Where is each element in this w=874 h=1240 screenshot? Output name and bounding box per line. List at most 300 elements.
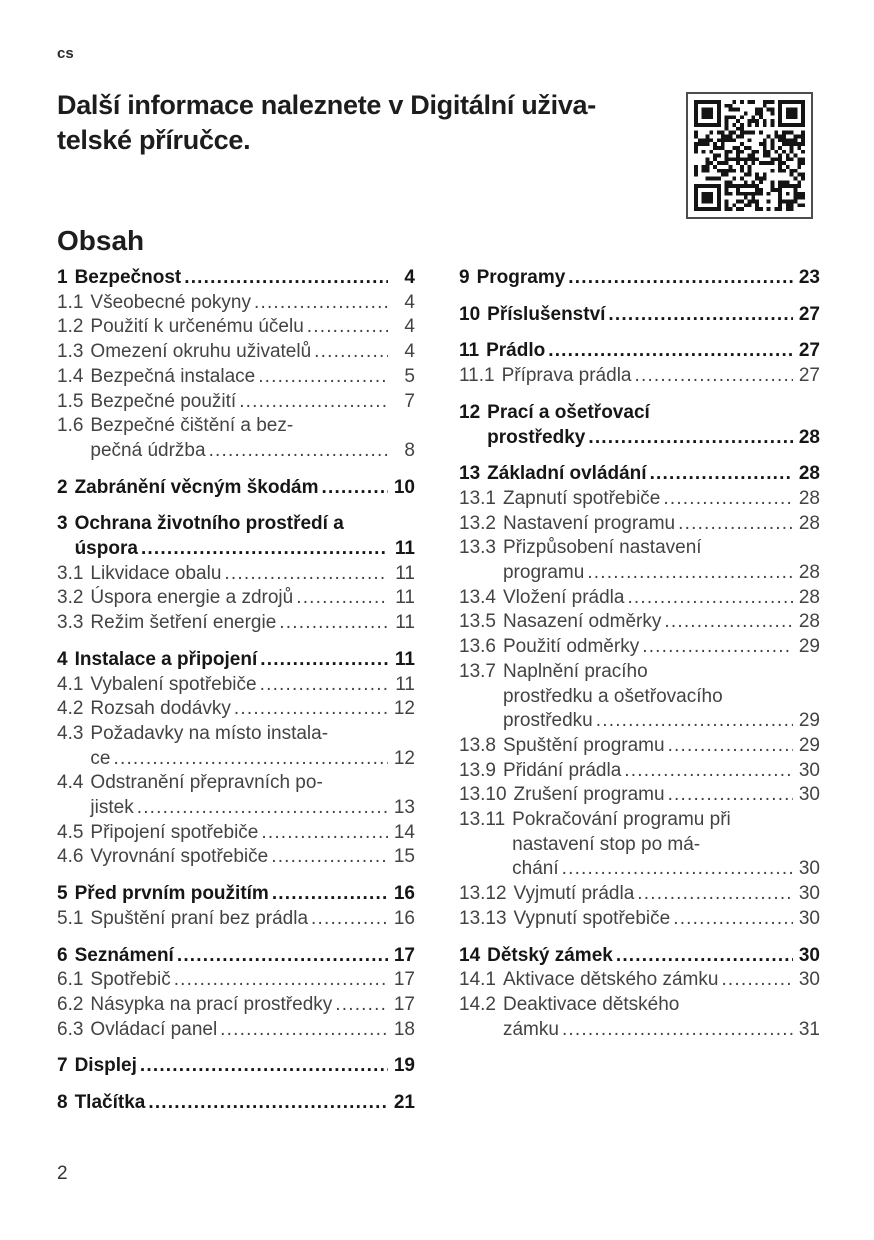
entry-title (90, 340, 415, 365)
entry-page-number: 11 (394, 538, 415, 560)
dotted-leader (663, 487, 793, 512)
page-title-line-1: Další informace naleznete v Digitální uživa- (57, 90, 596, 120)
entry-page-number: 30 (798, 759, 820, 781)
entry-page-number: 30 (798, 944, 820, 966)
entry-title-line: Vyjmutí prádla (513, 883, 635, 905)
page-title-line-2: telské příručce. (57, 125, 251, 155)
entry-title-line: Seznámení (74, 944, 174, 966)
entry-number: 6.1 (57, 969, 84, 991)
dotted-leader (220, 1018, 388, 1043)
dotted-leader (624, 759, 793, 784)
toc-entry-6 (57, 944, 415, 969)
entry-title-line: Programy (476, 267, 566, 288)
entry-number: 11.1 (459, 365, 495, 387)
entry-title-line: Vypnutí spotřebiče (513, 907, 671, 929)
entry-number: 13.2 (459, 512, 496, 534)
entry-title-line: Zapnutí spotřebiče (502, 487, 661, 509)
toc-entry-5-1 (57, 907, 415, 932)
entry-number: 13.1 (459, 487, 496, 509)
entry-number: 13.7 (459, 660, 496, 682)
entry-page-number: 11 (395, 562, 415, 584)
toc-entry-1-6 (57, 414, 415, 463)
entry-title-line: Použití k určenému účelu (90, 316, 304, 338)
entry-title-line: Omezení okruhu uživatelů (90, 341, 312, 363)
dotted-leader (177, 944, 388, 969)
entry-title-line: Příslušenství (487, 303, 606, 325)
entry-title (503, 734, 820, 759)
entry-number: 1.1 (57, 291, 84, 313)
dotted-leader (148, 1091, 388, 1116)
entry-title-line: Základní ovládání (487, 463, 647, 485)
entry-page-number: 17 (393, 969, 415, 991)
entry-page-number: 11 (394, 648, 415, 670)
entry-title (503, 610, 820, 635)
entry-title (90, 722, 415, 771)
entry-number: 13.4 (459, 586, 496, 608)
entry-title (486, 339, 820, 364)
dotted-leader (568, 266, 793, 291)
entry-title (477, 266, 820, 291)
entry-number: 3.1 (57, 562, 84, 584)
dotted-leader (254, 291, 388, 316)
entry-page-number: 18 (393, 1018, 415, 1040)
entry-number: 13.13 (459, 907, 507, 929)
dotted-leader (314, 340, 388, 365)
entry-title (75, 1054, 415, 1079)
entry-title (75, 1091, 415, 1116)
entry-title-line: Režim šetření energie (90, 612, 277, 634)
entry-page-number: 10 (393, 476, 415, 498)
dotted-leader (637, 882, 793, 907)
toc-entry-13-6 (459, 635, 820, 660)
entry-title (90, 315, 415, 340)
entry-title (90, 771, 415, 820)
entry-page-number: 30 (798, 907, 820, 929)
entry-title-line: prostředku (502, 710, 593, 732)
entry-title-line: Displej (74, 1055, 137, 1077)
entry-number: 1.4 (57, 365, 84, 387)
entry-number: 3.2 (57, 587, 84, 609)
entry-title-line: Přizpůsobení nastavení (502, 537, 702, 559)
entry-page-number: 17 (393, 944, 415, 966)
dotted-leader (642, 635, 793, 660)
entry-number: 4.6 (57, 846, 84, 868)
entry-title (514, 783, 820, 808)
entry-page-number: 13 (393, 797, 415, 819)
dotted-leader (668, 783, 793, 808)
dotted-leader (239, 390, 388, 415)
entry-number: 3 (57, 513, 68, 535)
toc-entry-13-4 (459, 586, 820, 611)
entry-title-line: Prací a ošetřovací (487, 401, 650, 423)
entry-number: 14 (459, 944, 481, 966)
dotted-leader (634, 364, 793, 389)
entry-title (90, 673, 415, 698)
entry-page-number: 11 (395, 587, 415, 609)
toc-entry-3-2 (57, 586, 415, 611)
entry-title-line: Nastavení programu (502, 512, 676, 534)
entry-page-number: 11 (395, 612, 415, 634)
qr-code-icon (686, 92, 813, 219)
dotted-leader (260, 648, 388, 673)
entry-title (503, 512, 820, 537)
entry-page-number: 8 (404, 439, 415, 461)
entry-title-line: úspora (74, 538, 138, 560)
entry-title-line: Požadavky na místo instala- (90, 722, 329, 744)
entry-title (503, 968, 820, 993)
entry-title-line: jistek (90, 797, 134, 819)
entry-title (75, 648, 415, 673)
entry-number: 7 (57, 1055, 68, 1077)
entry-page-number: 28 (798, 611, 820, 633)
language-code: cs (57, 45, 74, 62)
entry-number: 13.11 (459, 809, 506, 831)
entry-number: 14.2 (459, 993, 496, 1015)
toc-entry-13-11 (459, 808, 820, 882)
toc-entry-13-3 (459, 536, 820, 585)
entry-title-line: ce (90, 747, 111, 769)
entry-title (90, 821, 415, 846)
entry-title (503, 536, 820, 585)
entry-title-line: Dětský zámek (487, 944, 613, 966)
entry-title-line: Připojení spotřebiče (90, 821, 259, 843)
toc-entry-5 (57, 882, 415, 907)
dotted-leader (296, 586, 388, 611)
toc-entry-13 (459, 462, 820, 487)
dotted-leader (224, 562, 388, 587)
entry-title (514, 907, 820, 932)
entry-title (90, 365, 415, 390)
entry-title (487, 462, 820, 487)
entry-title-line: Vložení prádla (502, 586, 625, 608)
dotted-leader (272, 882, 388, 907)
entry-title-line: Použití odměrky (502, 636, 640, 658)
entry-page-number: 21 (393, 1092, 415, 1114)
entry-title-line: Naplnění pracího (502, 660, 648, 682)
entry-title (90, 562, 415, 587)
toc-entry-2 (57, 476, 415, 501)
dotted-leader (588, 426, 793, 451)
entry-title (75, 882, 415, 907)
toc-entry-1-5 (57, 390, 415, 415)
entry-number: 3.3 (57, 612, 84, 634)
entry-page-number: 27 (798, 303, 820, 325)
entry-page-number: 7 (404, 390, 415, 412)
toc-entry-4-2 (57, 697, 415, 722)
dotted-leader (562, 1018, 793, 1043)
toc-entry-13-1 (459, 487, 820, 512)
toc-entry-4-6 (57, 845, 415, 870)
entry-title-line: Bezpečné čištění a bez- (90, 415, 294, 437)
entry-title-line: Vyrovnání spotřebiče (90, 846, 269, 868)
toc-entry-13-2 (459, 512, 820, 537)
dotted-leader (673, 907, 793, 932)
entry-number: 13.10 (459, 784, 507, 806)
entry-page-number: 4 (404, 291, 415, 313)
entry-page-number: 30 (798, 883, 820, 905)
toc-entry-14-1 (459, 968, 820, 993)
dotted-leader (650, 462, 793, 487)
entry-page-number: 29 (798, 636, 820, 658)
page-number: 2 (57, 1163, 68, 1184)
entry-title (75, 512, 415, 561)
toc-entry-1-1 (57, 291, 415, 316)
entry-title (75, 266, 415, 291)
entry-number: 8 (57, 1092, 68, 1114)
entry-number: 1.2 (57, 316, 84, 338)
dotted-leader (137, 796, 388, 821)
entry-page-number: 4 (404, 267, 415, 288)
dotted-leader (616, 944, 793, 969)
entry-title (90, 968, 415, 993)
entry-title-line: Spuštění programu (502, 734, 665, 756)
entry-page-number: 28 (798, 463, 820, 485)
entry-title (487, 303, 820, 328)
dotted-leader (258, 365, 388, 390)
entry-number: 4 (57, 648, 68, 670)
entry-title (90, 390, 415, 415)
dotted-leader (562, 857, 793, 882)
dotted-leader (114, 747, 389, 772)
dotted-leader (260, 673, 388, 698)
toc-column-right (459, 266, 820, 1116)
entry-page-number: 11 (395, 673, 415, 695)
toc-entry-13-12 (459, 882, 820, 907)
entry-page-number: 16 (393, 883, 415, 905)
entry-number: 6.2 (57, 993, 84, 1015)
entry-number: 13.8 (459, 734, 496, 756)
entry-number: 5.1 (57, 907, 84, 929)
dotted-leader (678, 512, 793, 537)
entry-title (503, 586, 820, 611)
entry-title (90, 414, 415, 463)
dotted-leader (311, 907, 388, 932)
toc-entry-4-3 (57, 722, 415, 771)
entry-number: 4.3 (57, 722, 84, 744)
entry-title-line: Bezpečné použití (90, 390, 237, 412)
entry-page-number: 30 (798, 858, 820, 880)
entry-title (90, 1018, 415, 1043)
entry-number: 4.2 (57, 698, 84, 720)
entry-page-number: 12 (393, 747, 415, 769)
toc-entry-13-10 (459, 783, 820, 808)
toc-entry-1-2 (57, 315, 415, 340)
dotted-leader (322, 476, 388, 501)
toc-entry-4-1 (57, 673, 415, 698)
entry-page-number: 5 (404, 365, 415, 387)
toc-entry-1 (57, 266, 415, 291)
entry-number: 13.6 (459, 636, 496, 658)
entry-number: 5 (57, 883, 68, 905)
dotted-leader (627, 586, 793, 611)
toc-entry-8 (57, 1091, 415, 1116)
dotted-leader (721, 968, 793, 993)
entry-number: 2 (57, 476, 68, 498)
entry-page-number: 23 (798, 267, 820, 288)
dotted-leader (140, 1054, 388, 1079)
entry-title-line: Rozsah dodávky (90, 698, 231, 720)
entry-title (512, 808, 820, 882)
dotted-leader (608, 303, 793, 328)
entry-title (90, 611, 415, 636)
entry-page-number: 27 (798, 365, 820, 387)
entry-title-line: pečná údržba (90, 439, 206, 461)
entry-page-number: 15 (393, 846, 415, 868)
entry-title-line: Deaktivace dětského (502, 993, 680, 1015)
entry-title-line: Spotřebič (90, 969, 171, 991)
dotted-leader (596, 709, 793, 734)
entry-number: 4.5 (57, 821, 84, 843)
entry-title-line: Spuštění praní bez prádla (90, 907, 309, 929)
entry-number: 13.12 (459, 883, 507, 905)
entry-number: 13.9 (459, 759, 496, 781)
entry-title-line: Ochrana životního prostředí a (74, 513, 344, 535)
entry-title (90, 993, 415, 1018)
entry-title (503, 759, 820, 784)
toc-entry-13-13 (459, 907, 820, 932)
entry-title (90, 907, 415, 932)
toc-entry-3-3 (57, 611, 415, 636)
toc-entry-1-3 (57, 340, 415, 365)
entry-title (502, 364, 820, 389)
entry-number: 13.3 (459, 537, 496, 559)
entry-title-line: Vybalení spotřebiče (90, 673, 257, 695)
entry-page-number: 14 (393, 821, 415, 843)
entry-title-line: prostředky (487, 426, 586, 448)
toc-entry-13-5 (459, 610, 820, 635)
entry-number: 6.3 (57, 1018, 84, 1040)
entry-title (90, 697, 415, 722)
dotted-leader (271, 845, 388, 870)
entry-title (90, 586, 415, 611)
dotted-leader (279, 611, 388, 636)
toc-entry-9 (459, 266, 820, 291)
entry-title-line: Bezpečnost (74, 267, 182, 288)
entry-title-line: Aktivace dětského zámku (502, 969, 719, 991)
entry-page-number: 29 (798, 710, 820, 732)
entry-title (90, 845, 415, 870)
entry-title-line: Prádlo (486, 340, 546, 362)
dotted-leader (548, 339, 793, 364)
dotted-leader (307, 315, 388, 340)
toc-entry-11-1 (459, 364, 820, 389)
entry-title-line: Přidání prádla (502, 759, 622, 781)
entry-title-line: Zrušení programu (513, 784, 665, 806)
entry-title (75, 476, 415, 501)
entry-page-number: 29 (798, 734, 820, 756)
entry-number: 1.3 (57, 341, 84, 363)
entry-page-number: 28 (798, 512, 820, 534)
entry-number: 13.5 (459, 611, 496, 633)
dotted-leader (174, 968, 388, 993)
entry-title-line: Násypka na prací prostředky (90, 993, 333, 1015)
entry-title-line: Likvidace obalu (90, 562, 222, 584)
entry-number: 13 (459, 463, 481, 485)
entry-title (90, 291, 415, 316)
entry-page-number: 17 (393, 993, 415, 1015)
toc-title: Obsah (57, 225, 145, 256)
entry-page-number: 16 (393, 907, 415, 929)
toc-entry-3 (57, 512, 415, 561)
entry-page-number: 28 (798, 426, 820, 448)
entry-title (514, 882, 820, 907)
entry-title-line: Úspora energie a zdrojů (90, 587, 294, 609)
entry-page-number: 28 (798, 586, 820, 608)
entry-title-line: Nasazení odměrky (502, 611, 662, 633)
entry-title-line: Pokračování programu při (512, 809, 731, 831)
toc-entry-4-4 (57, 771, 415, 820)
toc-entry-14-2 (459, 993, 820, 1042)
toc-entry-12 (459, 401, 820, 450)
entry-title-line: nastavení stop po má- (512, 833, 701, 855)
toc-entry-14 (459, 944, 820, 969)
entry-number: 1 (57, 267, 68, 288)
toc-column-left (57, 266, 415, 1116)
entry-title-line: Bezpečná instalace (90, 365, 256, 387)
toc-entry-6-1 (57, 968, 415, 993)
toc-entry-3-1 (57, 562, 415, 587)
toc-entry-4 (57, 648, 415, 673)
entry-page-number: 19 (393, 1055, 415, 1077)
dotted-leader (234, 697, 388, 722)
toc-entry-4-5 (57, 821, 415, 846)
entry-title-line: Všeobecné pokyny (90, 291, 251, 313)
entry-page-number: 30 (798, 784, 820, 806)
toc-entry-11 (459, 339, 820, 364)
toc-entry-6-3 (57, 1018, 415, 1043)
entry-title-line: Tlačítka (74, 1092, 146, 1114)
dotted-leader (141, 537, 388, 562)
entry-title (503, 635, 820, 660)
entry-title-line: prostředku a ošetřovacího (502, 685, 723, 707)
dotted-leader (261, 821, 388, 846)
entry-number: 4.4 (57, 772, 84, 794)
entry-page-number: 27 (798, 340, 820, 362)
toc-entry-10 (459, 303, 820, 328)
entry-page-number: 4 (404, 316, 415, 338)
entry-page-number: 12 (393, 698, 415, 720)
toc-entry-13-8 (459, 734, 820, 759)
entry-number: 4.1 (57, 673, 84, 695)
entry-title-line: programu (502, 562, 585, 584)
entry-number: 12 (459, 401, 481, 423)
entry-title (487, 944, 820, 969)
entry-number: 1.5 (57, 390, 84, 412)
entry-page-number: 30 (798, 969, 820, 991)
entry-number: 14.1 (459, 969, 496, 991)
entry-title (503, 487, 820, 512)
toc-columns (57, 266, 820, 1116)
entry-title (487, 401, 820, 450)
entry-title-line: Před prvním použitím (74, 883, 269, 905)
entry-number: 9 (459, 267, 470, 288)
entry-title-line: Odstranění přepravních po- (90, 772, 323, 794)
dotted-leader (668, 734, 793, 759)
entry-title-line: Ovládací panel (90, 1018, 218, 1040)
toc-entry-6-2 (57, 993, 415, 1018)
entry-title (503, 660, 820, 734)
entry-title (75, 944, 415, 969)
entry-number: 10 (459, 303, 481, 325)
entry-title-line: Příprava prádla (501, 365, 632, 387)
dotted-leader (335, 993, 388, 1018)
toc-entry-1-4 (57, 365, 415, 390)
entry-number: 6 (57, 944, 68, 966)
entry-title-line: zámku (502, 1018, 559, 1040)
toc-entry-13-7 (459, 660, 820, 734)
toc-entry-7 (57, 1054, 415, 1079)
entry-page-number: 28 (798, 562, 820, 584)
